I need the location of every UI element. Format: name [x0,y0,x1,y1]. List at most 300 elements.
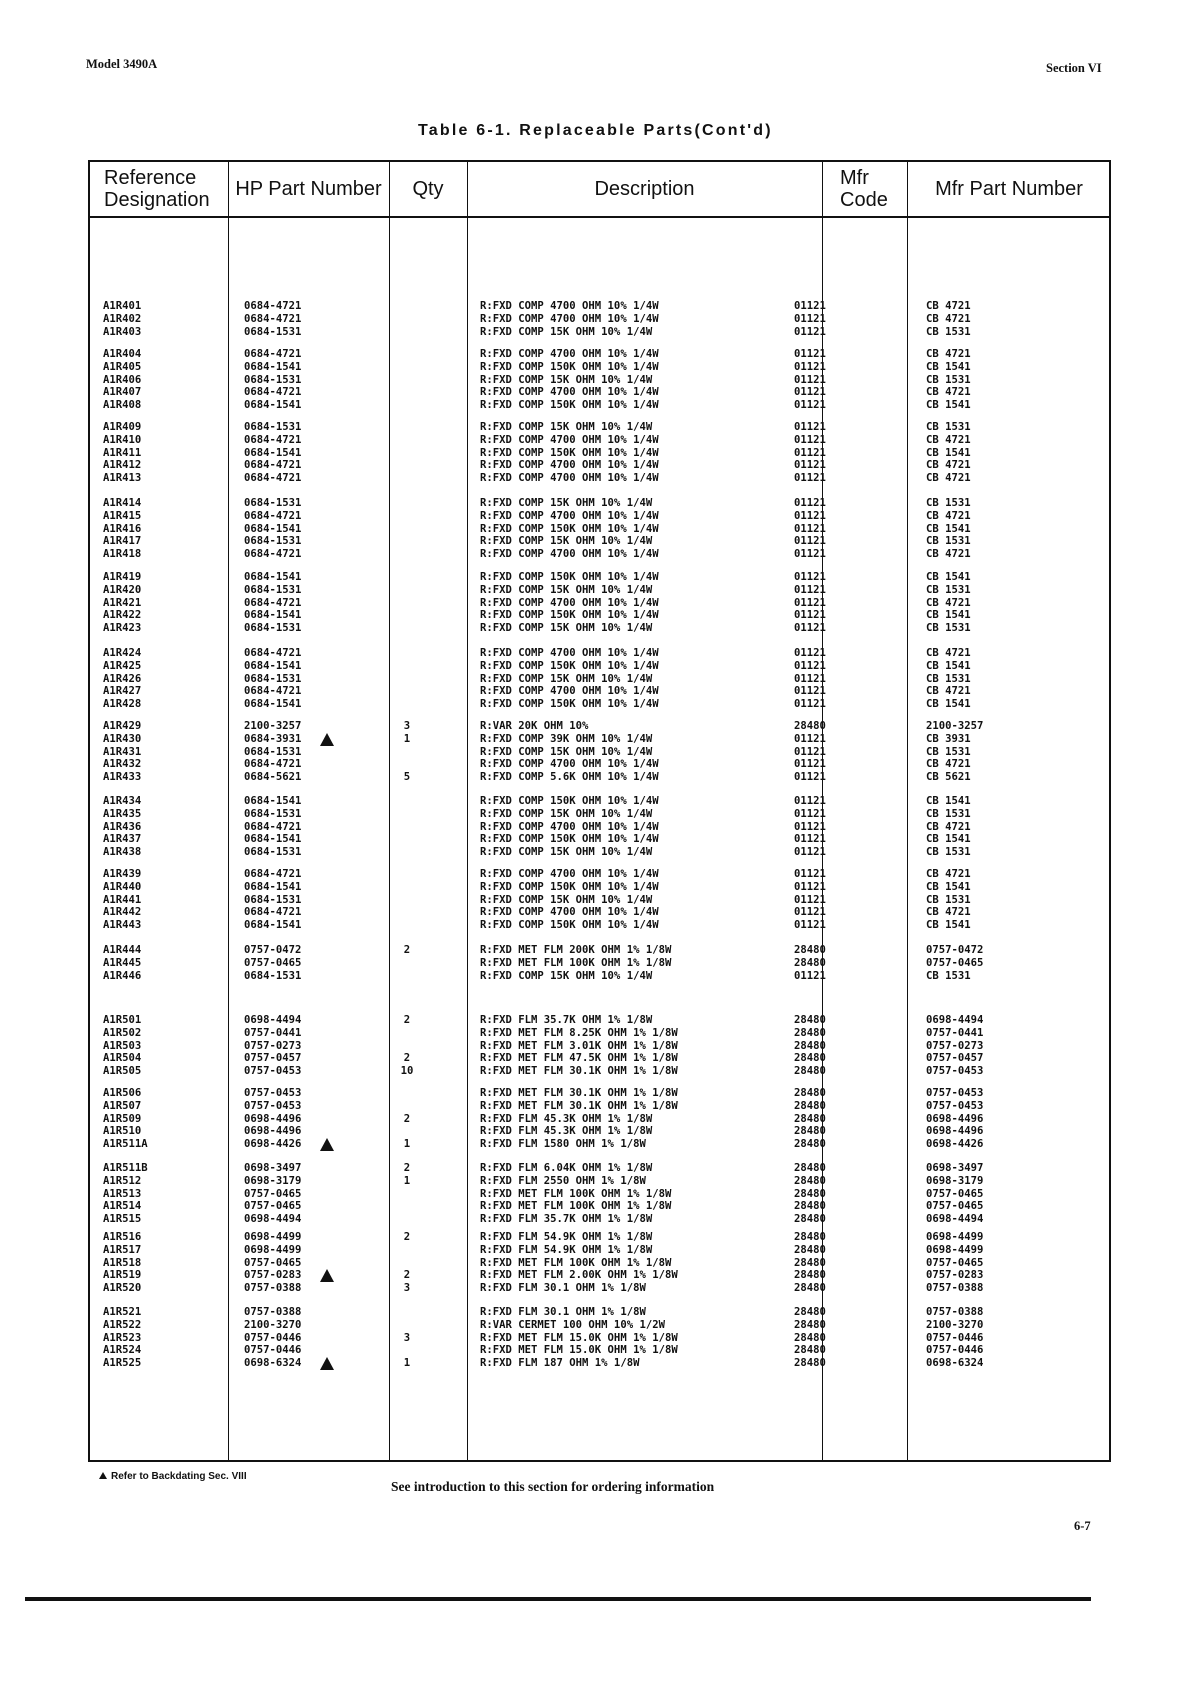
cell-desc: R:FXD FLM 30.1 OHM 1% 1/8W [480,1282,646,1294]
cell-hp: 0757-0446 [244,1344,302,1356]
cell-ref: A1R405 [103,361,142,373]
cell-mfr: 0757-0453 [926,1065,984,1077]
cell-hp: 0684-1541 [244,523,302,535]
cell-hp: 0684-1541 [244,698,302,710]
cell-qty [384,647,430,659]
cell-desc: R:FXD MET FLM 30.1K OHM 1% 1/8W [480,1100,678,1112]
cell-qty [384,833,430,845]
cell-code: 28480 [794,1344,826,1356]
cell-mfr: 0698-4499 [926,1244,984,1256]
cell-qty [384,795,430,807]
cell-qty [384,313,430,325]
cell-mfr: 0698-4494 [926,1213,984,1225]
cell-qty [384,326,430,338]
cell-ref: A1R505 [103,1065,142,1077]
cell-ref: A1R509 [103,1113,142,1125]
cell-hp: 2100-3270 [244,1319,302,1331]
cell-qty [384,571,430,583]
cell-qty [384,374,430,386]
cell-desc: R:FXD COMP 150K OHM 10% 1/4W [480,447,659,459]
cell-code: 01121 [794,894,826,906]
cell-mfr: CB 4721 [926,647,971,659]
cell-code: 01121 [794,821,826,833]
cell-mfr: 0757-0446 [926,1332,984,1344]
cell-desc: R:FXD COMP 15K OHM 10% 1/4W [480,673,653,685]
cell-qty [384,906,430,918]
cell-mfr: CB 1531 [926,374,971,386]
cell-hp: 0684-1531 [244,808,302,820]
cell-desc: R:FXD COMP 4700 OHM 10% 1/4W [480,548,659,560]
cell-mfr: CB 4721 [926,434,971,446]
cell-desc: R:FXD FLM 6.04K OHM 1% 1/8W [480,1162,653,1174]
cell-mfr: CB 4721 [926,300,971,312]
cell-hp: 0684-4721 [244,647,302,659]
cell-mfr: 0757-0472 [926,944,984,956]
cell-code: 01121 [794,746,826,758]
cell-ref: A1R445 [103,957,142,969]
cell-qty [384,1244,430,1256]
cell-qty [384,746,430,758]
cell-mfr: CB 3931 [926,733,971,745]
cell-desc: R:FXD COMP 4700 OHM 10% 1/4W [480,510,659,522]
cell-mfr: CB 1531 [926,673,971,685]
cell-desc: R:FXD FLM 54.9K OHM 1% 1/8W [480,1244,653,1256]
column-header-qty: Qty [412,178,444,200]
cell-ref: A1R446 [103,970,142,982]
cell-ref: A1R432 [103,758,142,770]
ordering-note: See introduction to this section for ordering information [391,1479,715,1494]
cell-ref: A1R401 [103,300,142,312]
cell-ref: A1R434 [103,795,142,807]
cell-qty [384,510,430,522]
cell-mfr: CB 4721 [926,348,971,360]
cell-mfr: CB 1531 [926,421,971,433]
cell-desc: R:FXD COMP 15K OHM 10% 1/4W [480,374,653,386]
cell-qty [384,1125,430,1137]
cell-code: 01121 [794,421,826,433]
cell-desc: R:FXD COMP 4700 OHM 10% 1/4W [480,685,659,697]
column-header-hp-part-number: HP Part Number [235,178,382,200]
cell-ref: A1R515 [103,1213,142,1225]
cell-desc: R:FXD COMP 4700 OHM 10% 1/4W [480,868,659,880]
cell-qty: 2 [403,944,411,956]
cell-ref: A1R501 [103,1014,142,1026]
cell-ref: A1R513 [103,1188,142,1200]
cell-code: 01121 [794,584,826,596]
cell-qty [384,846,430,858]
cell-qty [384,459,430,471]
cell-qty [384,1344,430,1356]
cell-desc: R:FXD COMP 4700 OHM 10% 1/4W [480,459,659,471]
cell-qty: 2 [403,1162,411,1174]
cell-ref: A1R516 [103,1231,142,1243]
cell-ref: A1R429 [103,720,142,732]
cell-hp: 0684-3931 [244,733,302,745]
cell-qty [384,348,430,360]
cell-mfr: 0698-4496 [926,1125,984,1137]
cell-qty [384,548,430,560]
cell-desc: R:FXD FLM 2550 OHM 1% 1/8W [480,1175,646,1187]
cell-code: 28480 [794,1357,826,1369]
cell-desc: R:FXD MET FLM 2.00K OHM 1% 1/8W [480,1269,678,1281]
cell-desc: R:FXD COMP 15K OHM 10% 1/4W [480,497,653,509]
cell-code: 28480 [794,1282,826,1294]
cell-mfr: 0757-0446 [926,1344,984,1356]
cell-code: 01121 [794,548,826,560]
cell-code: 01121 [794,313,826,325]
cell-qty [384,497,430,509]
cell-desc: R:FXD FLM 187 OHM 1% 1/8W [480,1357,640,1369]
cell-desc: R:FXD COMP 150K OHM 10% 1/4W [480,795,659,807]
cell-hp: 0698-3497 [244,1162,302,1174]
cell-desc: R:FXD MET FLM 100K OHM 1% 1/8W [480,1257,672,1269]
cell-hp: 0684-4721 [244,472,302,484]
cell-hp: 0684-1531 [244,970,302,982]
delta-triangle-icon [99,1472,107,1479]
cell-hp: 0757-0465 [244,1188,302,1200]
cell-desc: R:FXD FLM 30.1 OHM 1% 1/8W [480,1306,646,1318]
cell-ref: A1R416 [103,523,142,535]
cell-hp: 0684-1531 [244,622,302,634]
cell-qty: 3 [403,1332,411,1344]
cell-code: 01121 [794,758,826,770]
cell-desc: R:FXD COMP 15K OHM 10% 1/4W [480,970,653,982]
cell-ref: A1R435 [103,808,142,820]
cell-hp: 0684-1531 [244,584,302,596]
cell-desc: R:FXD COMP 150K OHM 10% 1/4W [480,919,659,931]
cell-code: 01121 [794,434,826,446]
cell-mfr: 0698-4426 [926,1138,984,1150]
cell-hp: 0684-4721 [244,868,302,880]
cell-hp: 0684-4721 [244,758,302,770]
cell-qty [384,673,430,685]
cell-mfr: CB 4721 [926,758,971,770]
cell-mfr: 0757-0465 [926,1257,984,1269]
cell-qty [384,1257,430,1269]
cell-ref: A1R441 [103,894,142,906]
cell-ref: A1R440 [103,881,142,893]
cell-desc: R:FXD COMP 4700 OHM 10% 1/4W [480,906,659,918]
cell-desc: R:FXD COMP 4700 OHM 10% 1/4W [480,313,659,325]
cell-desc: R:FXD FLM 54.9K OHM 1% 1/8W [480,1231,653,1243]
cell-desc: R:FXD COMP 150K OHM 10% 1/4W [480,609,659,621]
cell-qty [384,821,430,833]
cell-ref: A1R507 [103,1100,142,1112]
cell-qty [384,970,430,982]
cell-mfr: 0757-0465 [926,957,984,969]
cell-qty [384,1306,430,1318]
cell-ref: A1R436 [103,821,142,833]
cell-code: 01121 [794,919,826,931]
cell-desc: R:FXD COMP 150K OHM 10% 1/4W [480,571,659,583]
cell-hp: 0684-1541 [244,881,302,893]
cell-ref: A1R439 [103,868,142,880]
cell-mfr: 0757-0441 [926,1027,984,1039]
cell-mfr: CB 4721 [926,313,971,325]
cell-hp: 0698-4494 [244,1213,302,1225]
cell-qty [384,957,430,969]
cell-code: 01121 [794,970,826,982]
cell-desc: R:FXD COMP 150K OHM 10% 1/4W [480,361,659,373]
cell-hp: 0757-0453 [244,1100,302,1112]
cell-desc: R:FXD MET FLM 30.1K OHM 1% 1/8W [480,1065,678,1077]
cell-code: 01121 [794,647,826,659]
cell-desc: R:FXD COMP 15K OHM 10% 1/4W [480,808,653,820]
cell-hp: 0698-3179 [244,1175,302,1187]
cell-code: 01121 [794,808,826,820]
cell-hp: 0757-0465 [244,957,302,969]
cell-hp: 0757-0457 [244,1052,302,1064]
cell-qty [384,868,430,880]
cell-code: 28480 [794,944,826,956]
cell-hp: 0757-0273 [244,1040,302,1052]
cell-hp: 0684-4721 [244,300,302,312]
cell-mfr: 2100-3270 [926,1319,984,1331]
cell-code: 28480 [794,1332,826,1344]
cell-code: 01121 [794,868,826,880]
cell-desc: R:FXD COMP 4700 OHM 10% 1/4W [480,821,659,833]
cell-mfr: CB 4721 [926,906,971,918]
cell-code: 01121 [794,673,826,685]
cell-qty [384,300,430,312]
cell-hp: 0698-4426 [244,1138,302,1150]
cell-desc: R:FXD COMP 150K OHM 10% 1/4W [480,660,659,672]
cell-mfr: CB 1531 [926,326,971,338]
cell-hp: 0698-4499 [244,1244,302,1256]
cell-hp: 0684-4721 [244,685,302,697]
cell-hp: 0757-0465 [244,1200,302,1212]
cell-mfr: CB 1531 [926,497,971,509]
cell-ref: A1R419 [103,571,142,583]
cell-qty [384,523,430,535]
cell-hp: 0684-4721 [244,510,302,522]
cell-hp: 0684-1531 [244,673,302,685]
cell-hp: 0698-4499 [244,1231,302,1243]
cell-mfr: 0757-0273 [926,1040,984,1052]
cell-qty [384,698,430,710]
cell-ref: A1R503 [103,1040,142,1052]
cell-hp: 0684-1541 [244,361,302,373]
cell-qty: 1 [403,1138,411,1150]
cell-code: 01121 [794,571,826,583]
cell-code: 28480 [794,1269,826,1281]
cell-mfr: CB 4721 [926,472,971,484]
cell-hp: 0684-1541 [244,571,302,583]
cell-ref: A1R407 [103,386,142,398]
cell-qty [384,660,430,672]
cell-desc: R:FXD COMP 150K OHM 10% 1/4W [480,399,659,411]
cell-code: 01121 [794,459,826,471]
cell-desc: R:FXD COMP 15K OHM 10% 1/4W [480,326,653,338]
cell-hp: 0698-4494 [244,1014,302,1026]
cell-desc: R:FXD COMP 15K OHM 10% 1/4W [480,584,653,596]
cell-hp: 0757-0472 [244,944,302,956]
cell-ref: A1R514 [103,1200,142,1212]
parts-table [88,160,1111,1462]
cell-hp: 0684-1541 [244,795,302,807]
cell-code: 28480 [794,957,826,969]
cell-ref: A1R422 [103,609,142,621]
cell-code: 01121 [794,622,826,634]
cell-hp: 0684-1541 [244,399,302,411]
cell-code: 28480 [794,720,826,732]
cell-mfr: CB 1541 [926,571,971,583]
cell-qty [384,881,430,893]
cell-ref: A1R418 [103,548,142,560]
cell-qty [384,399,430,411]
cell-code: 01121 [794,685,826,697]
cell-qty [384,758,430,770]
cell-hp: 0684-1531 [244,326,302,338]
cell-mfr: CB 1531 [926,622,971,634]
cell-ref: A1R444 [103,944,142,956]
cell-code: 01121 [794,510,826,522]
column-header-mfr-code: Mfr Code [840,167,888,211]
model-label: Model 3490A [86,57,158,71]
cell-code: 28480 [794,1014,826,1026]
cell-hp: 0684-4721 [244,348,302,360]
cell-code: 01121 [794,846,826,858]
cell-code: 28480 [794,1162,826,1174]
cell-desc: R:FXD COMP 4700 OHM 10% 1/4W [480,434,659,446]
cell-code: 01121 [794,733,826,745]
cell-hp: 0757-0465 [244,1257,302,1269]
cell-code: 01121 [794,660,826,672]
cell-qty [384,361,430,373]
cell-hp: 0684-1541 [244,833,302,845]
cell-desc: R:FXD FLM 35.7K OHM 1% 1/8W [480,1014,653,1026]
cell-qty [384,1200,430,1212]
cell-qty: 1 [403,733,411,745]
cell-code: 01121 [794,447,826,459]
cell-qty: 5 [403,771,411,783]
cell-code: 01121 [794,326,826,338]
cell-mfr: 0698-4496 [926,1113,984,1125]
cell-desc: R:FXD COMP 150K OHM 10% 1/4W [480,523,659,535]
cell-code: 28480 [794,1027,826,1039]
section-label: Section VI [1046,61,1102,75]
cell-code: 28480 [794,1138,826,1150]
cell-ref: A1R423 [103,622,142,634]
cell-hp: 0684-4721 [244,434,302,446]
cell-mfr: 0757-0283 [926,1269,984,1281]
cell-hp: 0684-5621 [244,771,302,783]
cell-ref: A1R517 [103,1244,142,1256]
cell-qty [384,421,430,433]
cell-qty [384,434,430,446]
cell-desc: R:FXD FLM 35.7K OHM 1% 1/8W [480,1213,653,1225]
cell-hp: 0698-4496 [244,1125,302,1137]
cell-hp: 0684-1541 [244,447,302,459]
cell-ref: A1R525 [103,1357,142,1369]
cell-hp: 0698-4496 [244,1113,302,1125]
cell-ref: A1R512 [103,1175,142,1187]
cell-ref: A1R437 [103,833,142,845]
cell-mfr: 0757-0453 [926,1100,984,1112]
cell-code: 01121 [794,386,826,398]
cell-hp: 0757-0388 [244,1282,302,1294]
cell-desc: R:FXD COMP 150K OHM 10% 1/4W [480,833,659,845]
cell-ref: A1R414 [103,497,142,509]
cell-code: 01121 [794,497,826,509]
cell-qty: 1 [403,1175,411,1187]
cell-code: 28480 [794,1087,826,1099]
cell-desc: R:FXD COMP 150K OHM 10% 1/4W [480,698,659,710]
cell-code: 01121 [794,348,826,360]
cell-mfr: 0757-0465 [926,1188,984,1200]
cell-code: 01121 [794,881,826,893]
cell-desc: R:FXD MET FLM 8.25K OHM 1% 1/8W [480,1027,678,1039]
cell-ref: A1R421 [103,597,142,609]
cell-ref: A1R431 [103,746,142,758]
column-divider [467,162,468,1460]
cell-qty [384,894,430,906]
cell-ref: A1R403 [103,326,142,338]
cell-desc: R:FXD COMP 4700 OHM 10% 1/4W [480,386,659,398]
cell-hp: 0684-4721 [244,821,302,833]
cell-ref: A1R523 [103,1332,142,1344]
cell-mfr: CB 1541 [926,833,971,845]
backdating-triangle-icon [316,1269,334,1281]
cell-qty: 2 [403,1014,411,1026]
cell-desc: R:FXD MET FLM 15.0K OHM 1% 1/8W [480,1344,678,1356]
cell-ref: A1R520 [103,1282,142,1294]
cell-code: 01121 [794,535,826,547]
cell-ref: A1R510 [103,1125,142,1137]
cell-qty [384,386,430,398]
cell-code: 28480 [794,1052,826,1064]
backdating-triangle-icon [316,1357,334,1369]
column-divider [907,162,908,1460]
cell-qty [384,808,430,820]
cell-ref: A1R504 [103,1052,142,1064]
cell-mfr: CB 1531 [926,846,971,858]
cell-ref: A1R524 [103,1344,142,1356]
cell-ref: A1R404 [103,348,142,360]
cell-ref: A1R438 [103,846,142,858]
cell-qty: 3 [403,1282,411,1294]
cell-qty [384,919,430,931]
cell-qty [384,1319,430,1331]
cell-mfr: 0698-6324 [926,1357,984,1369]
table-title: Table 6-1. Replaceable Parts(Cont'd) [418,122,773,139]
cell-hp: 0684-4721 [244,459,302,471]
cell-qty: 1 [403,1357,411,1369]
cell-qty [384,597,430,609]
cell-desc: R:FXD COMP 4700 OHM 10% 1/4W [480,597,659,609]
cell-desc: R:FXD COMP 15K OHM 10% 1/4W [480,894,653,906]
cell-code: 01121 [794,906,826,918]
cell-qty [384,1087,430,1099]
cell-mfr: CB 1541 [926,361,971,373]
page-number: 6-7 [1074,1519,1091,1533]
cell-mfr: CB 1541 [926,660,971,672]
cell-qty [384,584,430,596]
cell-mfr: 0698-4494 [926,1014,984,1026]
cell-desc: R:FXD COMP 39K OHM 10% 1/4W [480,733,653,745]
cell-qty: 2 [403,1231,411,1243]
cell-mfr: 0757-0388 [926,1282,984,1294]
cell-code: 28480 [794,1213,826,1225]
cell-hp: 0757-0453 [244,1087,302,1099]
cell-ref: A1R511A [103,1138,148,1150]
cell-ref: A1R428 [103,698,142,710]
cell-mfr: 0757-0453 [926,1087,984,1099]
cell-desc: R:FXD MET FLM 30.1K OHM 1% 1/8W [480,1087,678,1099]
cell-desc: R:VAR CERMET 100 OHM 10% 1/2W [480,1319,665,1331]
cell-ref: A1R406 [103,374,142,386]
cell-qty [384,472,430,484]
